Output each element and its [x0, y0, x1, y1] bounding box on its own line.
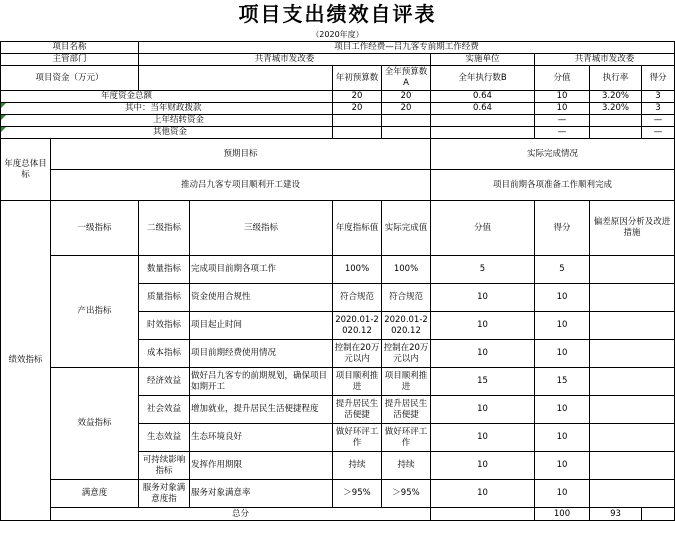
- actual-cell: 2020.01-2020.12: [382, 312, 431, 340]
- header-score-val: 分值: [431, 201, 535, 256]
- table-row: [1, 368, 675, 396]
- actual-cell: 100%: [382, 256, 431, 284]
- expected-goal-header: 预期目标: [51, 139, 431, 170]
- score-val-cell: 10: [431, 480, 535, 508]
- level3-cell: 生态环境良好: [190, 424, 333, 452]
- target-cell: 100%: [333, 256, 382, 284]
- funds-blank: [139, 66, 333, 91]
- performance-table: [0, 41, 675, 521]
- header-level1: 一级指标: [51, 201, 139, 256]
- reason-cell: [590, 480, 675, 508]
- reason-cell: [590, 368, 675, 396]
- score-val-cell: 10: [431, 284, 535, 312]
- total-score-val: 100: [535, 508, 590, 521]
- score-cell: 5: [535, 256, 590, 284]
- score-val-cell: 15: [431, 368, 535, 396]
- header-level3: 三级指标: [190, 201, 333, 256]
- target-cell: 提升居民生活便捷: [333, 396, 382, 424]
- reason-cell: [590, 256, 675, 284]
- level3-cell: 做好吕九客专的前期规划，确保项目如期开工: [190, 368, 333, 396]
- fund-row-score-val: —: [535, 115, 590, 127]
- fund-row-score: 3: [642, 103, 675, 115]
- table-row: [1, 480, 675, 508]
- fund-row-exec: 0.64: [431, 91, 535, 103]
- total-label: 总分: [51, 508, 431, 521]
- fund-row-rate: [590, 127, 642, 139]
- total-blank: [431, 508, 535, 521]
- fund-row: [1, 127, 675, 139]
- fund-row-initial: 20: [333, 91, 382, 103]
- fund-row-score-val: 10: [535, 103, 590, 115]
- level2-cell: 成本指标: [139, 340, 190, 368]
- level3-cell: 增加就业，提升居民生活便捷程度: [190, 396, 333, 424]
- target-cell: 控制在20万元以内: [333, 340, 382, 368]
- fund-row-name: 其他资金: [1, 127, 333, 139]
- fund-row-initial: [333, 115, 382, 127]
- score-val-cell: 10: [431, 424, 535, 452]
- level2-cell: 社会效益: [139, 396, 190, 424]
- fund-row-name: 上年结转资金: [1, 115, 333, 127]
- target-cell: 做好环评工作: [333, 424, 382, 452]
- score-val-cell: 10: [431, 340, 535, 368]
- score-cell: 10: [535, 452, 590, 480]
- score-cell: 15: [535, 368, 590, 396]
- fund-row-full: 20: [382, 103, 431, 115]
- level3-cell: 资金使用合规性: [190, 284, 333, 312]
- dept-label: 主管部门: [1, 54, 139, 66]
- total-row: [1, 508, 675, 521]
- score-val-cell: 10: [431, 312, 535, 340]
- actual-cell: ＞95%: [382, 480, 431, 508]
- funds-header-initial: 年初预算数: [333, 66, 382, 91]
- reason-cell: [590, 424, 675, 452]
- page-title: 项目支出绩效自评表: [238, 2, 437, 26]
- funds-header-exec: 全年执行数B: [431, 66, 535, 91]
- score-cell: 10: [535, 396, 590, 424]
- level2-cell: 数量指标: [139, 256, 190, 284]
- actual-cell: 项目顺利推进: [382, 368, 431, 396]
- level1-output: 产出指标: [51, 256, 139, 368]
- target-cell: 项目顺利推进: [333, 368, 382, 396]
- fund-row-score: —: [642, 127, 675, 139]
- level2-cell: 生态效益: [139, 424, 190, 452]
- score-cell: 10: [535, 340, 590, 368]
- level3-cell: 服务对象满意率: [190, 480, 333, 508]
- reason-cell: [590, 340, 675, 368]
- level2-cell: 可持续影响指标: [139, 452, 190, 480]
- score-cell: 10: [535, 312, 590, 340]
- header-actual: 实际完成值: [382, 201, 431, 256]
- target-cell: ＞95%: [333, 480, 382, 508]
- level3-cell: 完成项目前期各项工作: [190, 256, 333, 284]
- annual-goal-label: 年度总体目标: [1, 139, 51, 201]
- funds-label: 项目资金（万元）: [1, 66, 139, 91]
- indicators-label: 绩效指标: [1, 201, 51, 521]
- level1-benefit: 效益指标: [51, 368, 139, 480]
- score-cell: 10: [535, 424, 590, 452]
- level2-cell: 服务对象满意度指: [139, 480, 190, 508]
- actual-cell: 控制在20万元以内: [382, 340, 431, 368]
- fund-row-score: 3: [642, 91, 675, 103]
- project-name-value: 项目工作经费—吕九客专前期工作经费: [139, 42, 675, 54]
- expected-goal-text: 推动吕九客专项目顺利开工建设: [51, 170, 431, 201]
- fund-row-name: 其中：当年财政拨款: [1, 103, 333, 115]
- target-cell: 持续: [333, 452, 382, 480]
- fund-row: [1, 103, 675, 115]
- total-score: 93: [590, 508, 642, 521]
- fund-row-full: 20: [382, 91, 431, 103]
- fund-row-name: 年度资金总额: [1, 91, 333, 103]
- fund-row-score: —: [642, 115, 675, 127]
- level1-satisfaction: 满意度: [51, 480, 139, 508]
- fund-row-full: [382, 115, 431, 127]
- score-val-cell: 10: [431, 452, 535, 480]
- score-val-cell: 5: [431, 256, 535, 284]
- level3-cell: 项目起止时间: [190, 312, 333, 340]
- fund-row-exec: 0.64: [431, 103, 535, 115]
- fund-row: [1, 91, 675, 103]
- reason-cell: [590, 284, 675, 312]
- project-name-label: 项目名称: [1, 42, 139, 54]
- score-cell: 10: [535, 284, 590, 312]
- fund-row-rate: 3.20%: [590, 91, 642, 103]
- level2-cell: 质量指标: [139, 284, 190, 312]
- level3-cell: 项目前期经费使用情况: [190, 340, 333, 368]
- fund-row-rate: 3.20%: [590, 103, 642, 115]
- actual-cell: 持续: [382, 452, 431, 480]
- score-cell: 10: [535, 480, 590, 508]
- reason-cell: [590, 396, 675, 424]
- level2-cell: 时效指标: [139, 312, 190, 340]
- fund-row-full: [382, 127, 431, 139]
- funds-header-score: 得分: [642, 66, 675, 91]
- fund-row-score-val: —: [535, 127, 590, 139]
- actual-goal-text: 项目前期各项准备工作顺利完成: [431, 170, 675, 201]
- fund-row-exec: [431, 127, 535, 139]
- header-reason: 偏差原因分析及改进措施: [590, 201, 675, 256]
- fund-row-initial: [333, 127, 382, 139]
- target-cell: 2020.01-2020.12: [333, 312, 382, 340]
- header-level2: 二级指标: [139, 201, 190, 256]
- fund-row-initial: 20: [333, 103, 382, 115]
- dept-value: 共青城市发改委: [139, 54, 431, 66]
- fund-row: [1, 115, 675, 127]
- year-subtitle: （2020年度）: [311, 30, 364, 39]
- fund-row-score-val: 10: [535, 91, 590, 103]
- level2-cell: 经济效益: [139, 368, 190, 396]
- reason-cell: [590, 452, 675, 480]
- level3-cell: 发挥作用期限: [190, 452, 333, 480]
- actual-cell: 做好环评工作: [382, 424, 431, 452]
- total-reason: [642, 508, 675, 521]
- actual-goal-header: 实际完成情况: [431, 139, 675, 170]
- actual-cell: 符合规范: [382, 284, 431, 312]
- table-row: [1, 256, 675, 284]
- actual-cell: 提升居民生活便捷: [382, 396, 431, 424]
- impl-unit-value: 共青城市发改委: [535, 54, 675, 66]
- funds-header-rate: 执行率: [590, 66, 642, 91]
- funds-header-score-val: 分值: [535, 66, 590, 91]
- header-target: 年度指标值: [333, 201, 382, 256]
- impl-unit-label: 实施单位: [431, 54, 535, 66]
- fund-row-rate: [590, 115, 642, 127]
- target-cell: 符合规范: [333, 284, 382, 312]
- funds-header-full: 全年预算数A: [382, 66, 431, 91]
- score-val-cell: 10: [431, 396, 535, 424]
- header-score: 得分: [535, 201, 590, 256]
- reason-cell: [590, 312, 675, 340]
- fund-row-exec: [431, 115, 535, 127]
